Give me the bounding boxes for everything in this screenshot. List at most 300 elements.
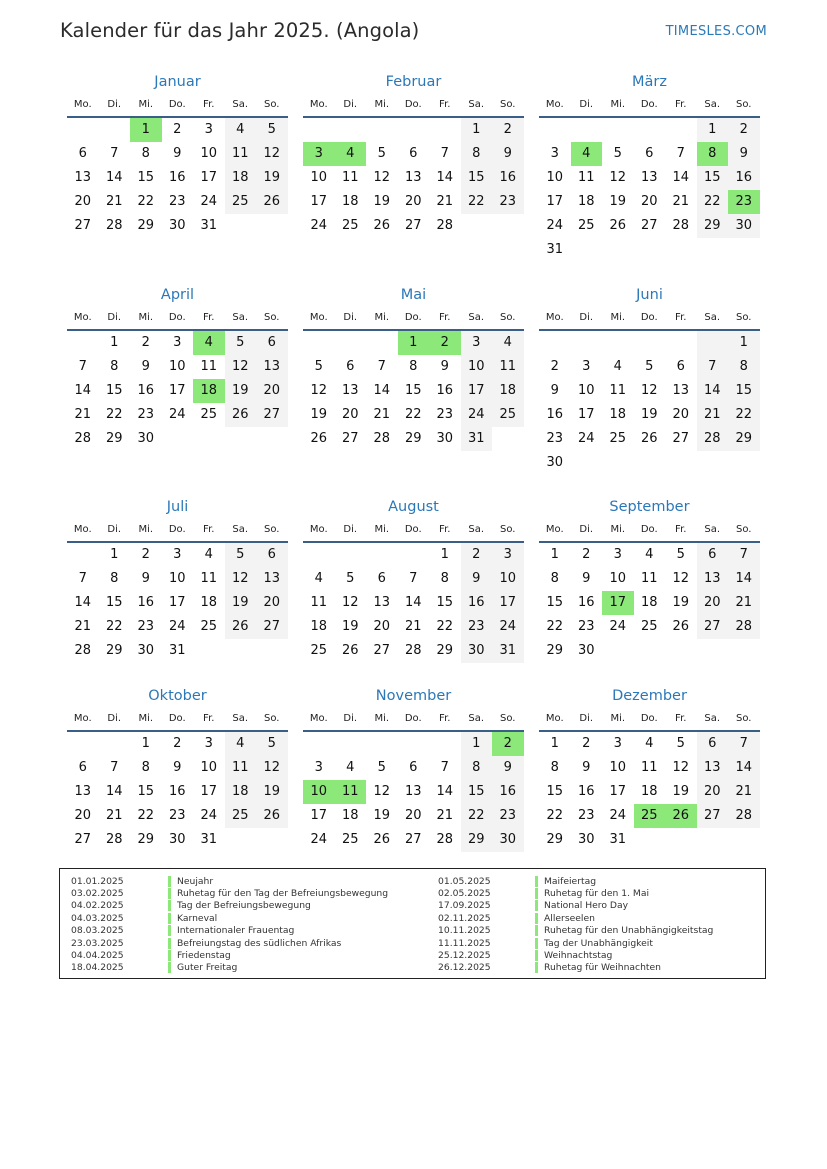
holiday-legend [59, 868, 766, 979]
empty-cell [728, 828, 760, 852]
day-cell: 19 [373, 194, 391, 209]
day-cell: 14 [672, 170, 690, 185]
empty-cell [225, 214, 257, 238]
day-cell: 28 [74, 431, 92, 446]
day-cell: 23 [461, 615, 493, 639]
empty-cell [492, 214, 524, 238]
day-cell: 23 [137, 407, 155, 422]
day-cell: 17 [200, 170, 218, 185]
empty-cell [366, 331, 398, 355]
day-cell: 14 [373, 383, 391, 398]
empty-cell [571, 238, 603, 262]
day-cell: 7 [78, 571, 87, 586]
weekday-label: So. [736, 311, 752, 323]
holiday-entry [438, 949, 713, 961]
empty-cell [193, 639, 225, 663]
weekday-label: Fr. [203, 311, 215, 323]
empty-cell [303, 118, 335, 142]
empty-cell [225, 828, 257, 852]
day-cell: 28 [105, 832, 123, 847]
empty-cell [697, 639, 729, 663]
day-cell: 10 [609, 571, 627, 586]
day-cell: 4 [645, 736, 654, 751]
day-cell: 29 [137, 832, 155, 847]
day-cell: 9 [492, 756, 524, 780]
empty-cell [335, 543, 367, 567]
day-cell: 1 [550, 547, 559, 562]
day-grid [303, 118, 524, 238]
weekday-label: Mi. [138, 523, 154, 535]
day-cell: 2 [429, 331, 461, 355]
holiday-entry [71, 887, 388, 899]
empty-cell [634, 238, 666, 262]
day-cell: 28 [728, 615, 760, 639]
weekday-label: Do. [168, 523, 186, 535]
day-cell: 10 [609, 760, 627, 775]
day-cell: 24 [461, 403, 493, 427]
day-cell: 16 [492, 780, 524, 804]
empty-cell [256, 214, 288, 238]
day-cell: 4 [193, 331, 225, 355]
empty-cell [225, 427, 257, 451]
day-cell: 2 [173, 122, 182, 137]
day-cell: 11 [640, 760, 658, 775]
weekday-header [303, 307, 524, 327]
weekday-label: Do. [404, 523, 422, 535]
holiday-entry [438, 912, 713, 924]
day-cell: 10 [200, 146, 218, 161]
holiday-date: 26.12.2025 [438, 962, 491, 974]
day-cell: 18 [341, 194, 359, 209]
day-cell: 16 [546, 407, 564, 422]
day-cell: 15 [436, 595, 454, 610]
day-cell: 13 [404, 784, 422, 799]
day-cell: 21 [404, 619, 422, 634]
day-cell: 18 [225, 780, 257, 804]
empty-cell [67, 732, 99, 756]
day-cell: 8 [409, 359, 418, 374]
day-cell: 16 [577, 784, 595, 799]
day-cell: 21 [105, 808, 123, 823]
day-cell: 24 [492, 615, 524, 639]
empty-cell [256, 639, 288, 663]
month-januar [67, 70, 288, 238]
holiday-marker [168, 938, 171, 949]
day-cell: 20 [74, 808, 92, 823]
day-cell: 13 [697, 567, 729, 591]
day-cell: 9 [141, 359, 150, 374]
day-cell: 26 [310, 431, 328, 446]
day-cell: 3 [613, 736, 622, 751]
day-cell: 5 [256, 118, 288, 142]
empty-cell [99, 118, 131, 142]
day-cell: 7 [78, 359, 87, 374]
empty-cell [665, 451, 697, 475]
day-cell: 12 [672, 760, 690, 775]
empty-cell [303, 331, 335, 355]
day-cell: 20 [341, 407, 359, 422]
empty-cell [67, 543, 99, 567]
day-grid [303, 543, 524, 663]
day-cell: 17 [200, 784, 218, 799]
month-juni [539, 283, 760, 475]
holiday-name: Ruhetag für den Tag der Befreiungsbewegung [177, 888, 389, 900]
month-oktober [67, 684, 288, 852]
day-cell: 13 [74, 170, 92, 185]
weekday-label: So. [500, 523, 516, 535]
day-cell: 25 [225, 190, 257, 214]
day-cell: 22 [697, 190, 729, 214]
holiday-name: Befreiungstag des südlichen Afrikas [177, 937, 342, 949]
day-cell: 10 [200, 760, 218, 775]
holiday-marker [535, 900, 538, 911]
day-cell: 15 [137, 784, 155, 799]
holiday-marker [535, 876, 538, 887]
holiday-entry [71, 900, 388, 912]
day-cell: 24 [609, 808, 627, 823]
holiday-date: 03.02.2025 [71, 888, 124, 900]
day-cell: 19 [341, 619, 359, 634]
holiday-marker [535, 962, 538, 973]
day-cell: 18 [193, 379, 225, 403]
day-cell: 21 [373, 407, 391, 422]
day-cell: 12 [672, 571, 690, 586]
empty-cell [366, 118, 398, 142]
day-cell: 17 [546, 194, 564, 209]
day-cell: 20 [74, 194, 92, 209]
holiday-marker [168, 925, 171, 936]
empty-cell [697, 828, 729, 852]
weekday-label: Do. [640, 712, 658, 724]
empty-cell [225, 639, 257, 663]
holiday-date: 02.11.2025 [438, 912, 491, 924]
weekday-header [303, 94, 524, 114]
empty-cell [665, 238, 697, 262]
day-cell: 10 [461, 355, 493, 379]
day-cell: 7 [440, 760, 449, 775]
day-cell: 16 [436, 383, 454, 398]
weekday-label: Fr. [203, 712, 215, 724]
weekday-label: So. [500, 98, 516, 110]
weekday-label: So. [736, 98, 752, 110]
weekday-label: Di. [343, 523, 358, 535]
day-cell: 9 [550, 383, 559, 398]
day-cell: 4 [204, 547, 213, 562]
day-cell: 28 [436, 218, 454, 233]
holiday-name: National Hero Day [544, 900, 629, 912]
day-cell: 5 [256, 732, 288, 756]
day-cell: 11 [492, 355, 524, 379]
empty-cell [697, 331, 729, 355]
weekday-label: Do. [640, 523, 658, 535]
holiday-name: Guter Freitag [177, 962, 238, 974]
empty-cell [665, 828, 697, 852]
month-name: Juli [166, 499, 189, 515]
weekday-label: Di. [579, 523, 594, 535]
page-title: Kalender für das Jahr 2025. (Angola) [60, 19, 420, 42]
day-grid [539, 732, 760, 852]
weekday-label: Fr. [203, 98, 215, 110]
empty-cell [335, 732, 367, 756]
day-cell: 6 [697, 732, 729, 756]
day-cell: 3 [173, 335, 182, 350]
day-cell: 27 [697, 615, 729, 639]
weekday-header [67, 708, 288, 728]
day-cell: 27 [256, 403, 288, 427]
day-cell: 31 [492, 639, 524, 663]
day-cell: 30 [168, 218, 186, 233]
day-cell: 30 [577, 832, 595, 847]
day-cell: 27 [341, 431, 359, 446]
day-cell: 12 [225, 355, 257, 379]
day-grid [67, 331, 288, 451]
day-cell: 7 [728, 732, 760, 756]
day-cell: 12 [640, 383, 658, 398]
day-cell: 6 [78, 760, 87, 775]
day-cell: 3 [582, 359, 591, 374]
day-cell: 24 [609, 619, 627, 634]
day-cell: 18 [310, 619, 328, 634]
holiday-date: 11.11.2025 [438, 937, 491, 949]
day-cell: 5 [225, 331, 257, 355]
day-cell: 17 [602, 591, 634, 615]
day-cell: 25 [577, 218, 595, 233]
weekday-label: Mo. [309, 523, 328, 535]
day-cell: 10 [577, 383, 595, 398]
weekday-label: Di. [107, 311, 122, 323]
day-cell: 22 [105, 619, 123, 634]
weekday-label: Fr. [675, 712, 687, 724]
day-cell: 2 [141, 547, 150, 562]
day-cell: 3 [492, 543, 524, 567]
holiday-list-right [438, 875, 713, 974]
weekday-label: Mi. [610, 311, 626, 323]
month-august [303, 495, 524, 663]
weekday-label: Sa. [704, 98, 721, 110]
day-cell: 6 [409, 760, 418, 775]
empty-cell [335, 118, 367, 142]
day-cell: 31 [200, 218, 218, 233]
day-cell: 6 [377, 571, 386, 586]
holiday-marker [535, 888, 538, 899]
day-cell: 8 [697, 142, 729, 166]
weekday-label: Do. [404, 98, 422, 110]
empty-cell [571, 331, 603, 355]
day-cell: 29 [728, 427, 760, 451]
holiday-date: 25.12.2025 [438, 950, 491, 962]
day-cell: 7 [110, 760, 119, 775]
weekday-label: Sa. [232, 311, 249, 323]
day-cell: 8 [461, 756, 493, 780]
day-cell: 1 [110, 547, 119, 562]
day-cell: 11 [225, 142, 257, 166]
weekday-label: Di. [343, 98, 358, 110]
weekday-label: Mo. [309, 712, 328, 724]
day-cell: 14 [697, 379, 729, 403]
empty-cell [571, 451, 603, 475]
empty-cell [697, 451, 729, 475]
day-cell: 9 [582, 571, 591, 586]
month-april [67, 283, 288, 451]
day-cell: 26 [225, 403, 257, 427]
weekday-label: Mi. [138, 98, 154, 110]
day-cell: 23 [577, 808, 595, 823]
day-cell: 7 [676, 146, 685, 161]
weekday-label: Di. [343, 712, 358, 724]
day-cell: 15 [728, 379, 760, 403]
day-cell: 1 [728, 331, 760, 355]
day-cell: 22 [546, 808, 564, 823]
day-cell: 14 [74, 595, 92, 610]
day-cell: 28 [672, 218, 690, 233]
day-cell: 20 [256, 591, 288, 615]
day-cell: 17 [461, 379, 493, 403]
holiday-entry [71, 962, 388, 974]
day-cell: 15 [546, 595, 564, 610]
day-cell: 19 [225, 379, 257, 403]
empty-cell [728, 451, 760, 475]
day-cell: 1 [130, 118, 162, 142]
holiday-date: 18.04.2025 [71, 962, 124, 974]
empty-cell [539, 331, 571, 355]
empty-cell [429, 118, 461, 142]
day-cell: 4 [346, 760, 355, 775]
weekday-header [539, 307, 760, 327]
weekday-label: Mo. [545, 311, 564, 323]
day-cell: 16 [728, 166, 760, 190]
month-name: Februar [385, 74, 442, 90]
weekday-label: Mi. [138, 311, 154, 323]
day-cell: 31 [461, 427, 493, 451]
weekday-header [539, 94, 760, 114]
holiday-entry [71, 912, 388, 924]
day-cell: 2 [728, 118, 760, 142]
day-cell: 10 [310, 170, 328, 185]
day-cell: 8 [141, 146, 150, 161]
month-name: September [609, 499, 690, 515]
holiday-entry [438, 887, 713, 899]
day-cell: 1 [440, 547, 449, 562]
empty-cell [99, 732, 131, 756]
day-cell: 14 [436, 784, 454, 799]
day-cell: 27 [672, 431, 690, 446]
weekday-label: Mi. [374, 311, 390, 323]
weekday-label: Sa. [232, 523, 249, 535]
day-cell: 27 [404, 832, 422, 847]
month-dezember [539, 684, 760, 852]
weekday-header [67, 94, 288, 114]
day-cell: 21 [436, 194, 454, 209]
holiday-date: 04.03.2025 [71, 912, 124, 924]
day-cell: 9 [173, 760, 182, 775]
day-cell: 9 [728, 142, 760, 166]
empty-cell [634, 331, 666, 355]
day-cell: 11 [200, 359, 218, 374]
day-cell: 29 [436, 643, 454, 658]
day-cell: 16 [137, 383, 155, 398]
holiday-entry [71, 875, 388, 887]
empty-cell [162, 427, 194, 451]
day-cell: 9 [173, 146, 182, 161]
day-cell: 13 [404, 170, 422, 185]
day-cell: 5 [225, 543, 257, 567]
day-cell: 20 [256, 379, 288, 403]
weekday-header [303, 708, 524, 728]
weekday-label: Mo. [309, 311, 328, 323]
day-cell: 8 [440, 571, 449, 586]
day-cell: 3 [204, 736, 213, 751]
weekday-label: Sa. [468, 98, 485, 110]
day-cell: 12 [256, 142, 288, 166]
day-cell: 12 [341, 595, 359, 610]
day-cell: 18 [640, 784, 658, 799]
day-cell: 15 [404, 383, 422, 398]
day-cell: 14 [436, 170, 454, 185]
day-cell: 18 [640, 595, 658, 610]
day-cell: 26 [256, 804, 288, 828]
day-cell: 18 [609, 407, 627, 422]
day-cell: 2 [461, 543, 493, 567]
day-cell: 29 [105, 431, 123, 446]
holiday-name: Maifeiertag [544, 875, 597, 887]
day-cell: 26 [665, 804, 697, 828]
weekday-label: Mo. [309, 98, 328, 110]
day-grid [303, 732, 524, 852]
day-grid [67, 732, 288, 852]
day-cell: 9 [461, 567, 493, 591]
weekday-label: Do. [168, 712, 186, 724]
day-cell: 28 [74, 643, 92, 658]
holiday-entry [71, 937, 388, 949]
holiday-marker [168, 913, 171, 924]
day-cell: 25 [634, 804, 666, 828]
day-cell: 28 [105, 218, 123, 233]
day-cell: 21 [728, 780, 760, 804]
day-cell: 16 [461, 591, 493, 615]
empty-cell [634, 639, 666, 663]
brand-logo-text[interactable]: TIMESLES.COM [665, 24, 767, 39]
day-cell: 3 [173, 547, 182, 562]
day-cell: 2 [550, 359, 559, 374]
month-september [539, 495, 760, 663]
month-name: August [388, 499, 439, 515]
weekday-label: Fr. [675, 523, 687, 535]
day-cell: 9 [141, 571, 150, 586]
day-cell: 6 [697, 543, 729, 567]
day-cell: 16 [168, 170, 186, 185]
weekday-label: Fr. [203, 523, 215, 535]
day-cell: 10 [492, 567, 524, 591]
weekday-label: So. [736, 712, 752, 724]
day-cell: 13 [373, 595, 391, 610]
day-grid [67, 118, 288, 238]
empty-cell [366, 543, 398, 567]
day-cell: 3 [461, 331, 493, 355]
day-cell: 8 [141, 760, 150, 775]
day-cell: 14 [105, 170, 123, 185]
day-cell: 14 [105, 784, 123, 799]
day-cell: 8 [110, 359, 119, 374]
day-cell: 15 [461, 166, 493, 190]
day-cell: 27 [74, 832, 92, 847]
weekday-label: Sa. [704, 712, 721, 724]
holiday-date: 10.11.2025 [438, 925, 491, 937]
weekday-label: So. [736, 523, 752, 535]
day-cell: 24 [546, 218, 564, 233]
day-cell: 30 [137, 643, 155, 658]
weekday-label: Do. [168, 98, 186, 110]
day-cell: 22 [137, 808, 155, 823]
